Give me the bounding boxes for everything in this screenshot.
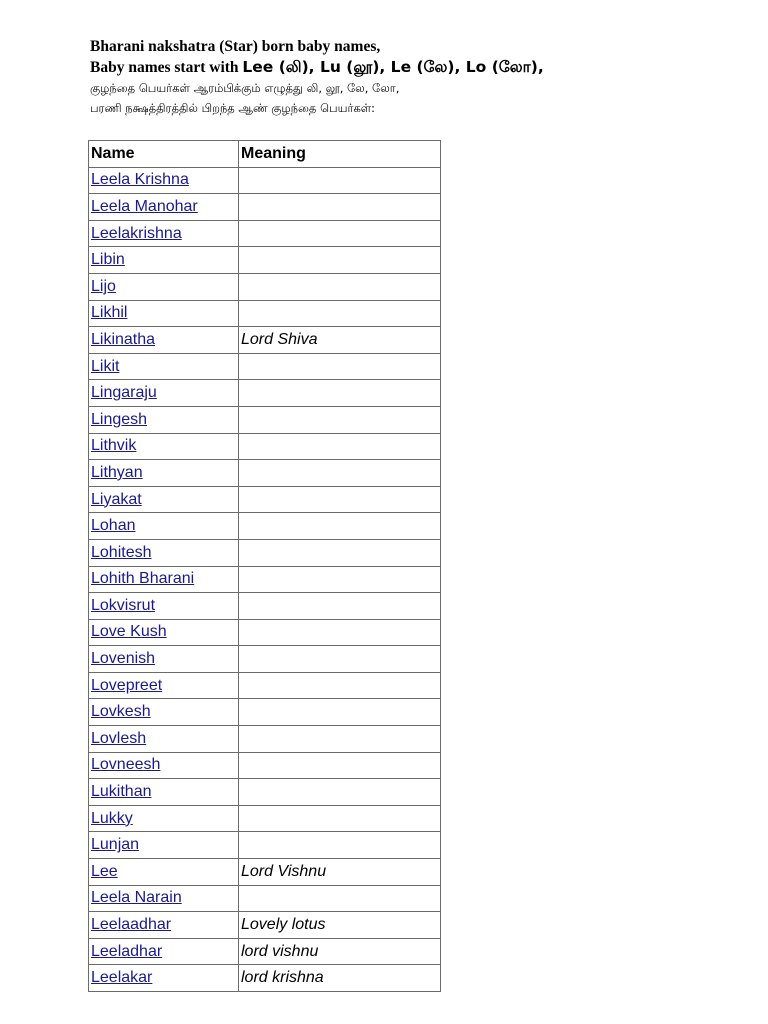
meaning-cell <box>239 194 441 221</box>
table-row <box>89 433 441 460</box>
meaning-cell <box>239 726 441 753</box>
name-link[interactable]: Lunjan <box>91 836 140 854</box>
name-link[interactable]: Lukky <box>91 809 133 827</box>
name-link[interactable]: Lokvisrut <box>91 596 156 614</box>
meaning-cell <box>239 566 441 593</box>
name-link[interactable]: Libin <box>91 251 125 269</box>
name-link[interactable]: Lovenish <box>91 650 156 668</box>
name-link[interactable]: Leeladhar <box>91 942 163 960</box>
name-cell <box>89 619 239 646</box>
name-link[interactable]: Love Kush <box>91 623 167 641</box>
meaning-cell: lord vishnu <box>239 938 441 965</box>
name-link[interactable]: Leela Narain <box>91 889 182 907</box>
name-cell <box>89 380 239 407</box>
table-row <box>89 380 441 407</box>
table-header-row <box>89 141 441 168</box>
meaning-cell <box>239 885 441 912</box>
table-row <box>89 406 441 433</box>
name-cell <box>89 912 239 939</box>
name-cell <box>89 752 239 779</box>
name-link[interactable]: Leela Krishna <box>91 171 189 189</box>
meaning-cell <box>239 805 441 832</box>
meaning-cell <box>239 486 441 513</box>
name-cell <box>89 433 239 460</box>
name-link[interactable]: Lovneesh <box>91 756 161 774</box>
baby-names-table <box>88 140 441 992</box>
name-link[interactable]: Lovepreet <box>91 676 163 694</box>
table-row <box>89 912 441 939</box>
table-row <box>89 460 441 487</box>
name-cell <box>89 672 239 699</box>
meaning-cell <box>239 353 441 380</box>
heading-syllables: Lee (லி), Lu (லூ), Le (லே), Lo (லோ), <box>242 58 544 76</box>
meaning-cell <box>239 619 441 646</box>
table-row <box>89 859 441 886</box>
table-row <box>89 805 441 832</box>
meaning-cell <box>239 406 441 433</box>
name-link[interactable]: Lukithan <box>91 783 152 801</box>
name-cell <box>89 406 239 433</box>
meaning-cell <box>239 167 441 194</box>
table-row <box>89 273 441 300</box>
name-cell <box>89 194 239 221</box>
table-row <box>89 752 441 779</box>
table-row <box>89 486 441 513</box>
table-row <box>89 832 441 859</box>
name-cell <box>89 539 239 566</box>
name-link[interactable]: Leelakar <box>91 969 153 987</box>
meaning-cell <box>239 672 441 699</box>
name-cell <box>89 646 239 673</box>
table-row <box>89 539 441 566</box>
table-body <box>89 167 441 991</box>
name-cell <box>89 167 239 194</box>
name-link[interactable]: Liyakat <box>91 490 142 508</box>
name-link[interactable]: Lovlesh <box>91 729 147 747</box>
name-link[interactable]: Lingaraju <box>91 384 157 402</box>
name-link[interactable]: Lithvik <box>91 437 137 455</box>
name-link[interactable]: Leelakrishna <box>91 224 182 242</box>
meaning-cell <box>239 513 441 540</box>
table-row <box>89 300 441 327</box>
name-cell <box>89 859 239 886</box>
meaning-cell <box>239 273 441 300</box>
table-row <box>89 885 441 912</box>
meaning-cell: Lovely lotus <box>239 912 441 939</box>
name-cell <box>89 832 239 859</box>
heading-subtitle-prefix: Baby names start with <box>90 59 243 76</box>
meaning-cell <box>239 433 441 460</box>
table-row <box>89 194 441 221</box>
table-row <box>89 593 441 620</box>
table-row <box>89 619 441 646</box>
name-cell <box>89 726 239 753</box>
table-row <box>89 247 441 274</box>
name-link[interactable]: Lijo <box>91 277 116 295</box>
name-link[interactable]: Likit <box>91 357 120 375</box>
table-row <box>89 513 441 540</box>
name-cell <box>89 486 239 513</box>
name-link[interactable]: Leela Manohar <box>91 197 198 215</box>
table-row <box>89 566 441 593</box>
name-link[interactable]: Lingesh <box>91 410 148 428</box>
table-row <box>89 167 441 194</box>
table-row <box>89 938 441 965</box>
meaning-cell <box>239 539 441 566</box>
meaning-cell <box>239 300 441 327</box>
meaning-cell <box>239 646 441 673</box>
name-cell <box>89 460 239 487</box>
name-cell <box>89 593 239 620</box>
name-link[interactable]: Likinatha <box>91 330 156 348</box>
heading-title: Bharani nakshatra (Star) born baby names, <box>90 38 381 55</box>
table-row <box>89 672 441 699</box>
table-row <box>89 327 441 354</box>
name-cell <box>89 885 239 912</box>
name-cell <box>89 247 239 274</box>
name-cell <box>89 699 239 726</box>
heading-subtitle <box>90 57 730 78</box>
table-row <box>89 646 441 673</box>
meaning-cell <box>239 752 441 779</box>
name-cell <box>89 965 239 992</box>
name-link[interactable]: Lithyan <box>91 463 143 481</box>
meaning-cell <box>239 699 441 726</box>
table-row <box>89 353 441 380</box>
meaning-cell <box>239 832 441 859</box>
name-link[interactable]: Likhil <box>91 304 128 322</box>
meaning-cell: lord krishna <box>239 965 441 992</box>
name-cell <box>89 220 239 247</box>
table-row <box>89 965 441 992</box>
page-heading <box>90 37 730 118</box>
heading-tamil-line-2: பரணி நக்ஷத்திரத்தில் பிறந்த ஆண் குழந்தை பெயர்கள்: <box>90 101 376 115</box>
name-cell <box>89 805 239 832</box>
name-cell <box>89 327 239 354</box>
name-cell <box>89 938 239 965</box>
column-header-meaning: Meaning <box>239 141 441 168</box>
name-link[interactable]: Lovkesh <box>91 703 151 721</box>
meaning-cell <box>239 779 441 806</box>
name-cell <box>89 513 239 540</box>
name-link[interactable]: Lohan <box>91 517 136 535</box>
meaning-cell <box>239 247 441 274</box>
meaning-cell: Lord Shiva <box>239 327 441 354</box>
name-cell <box>89 300 239 327</box>
meaning-cell <box>239 220 441 247</box>
name-cell <box>89 273 239 300</box>
name-cell <box>89 566 239 593</box>
name-link[interactable]: Leelaadhar <box>91 916 172 934</box>
meaning-cell <box>239 593 441 620</box>
column-header-name: Name <box>89 141 239 168</box>
heading-tamil-line-1: குழந்தை பெயர்கள் ஆரம்பிக்கும் எழுத்து லி, லூ, லே, லோ, <box>90 81 400 95</box>
table-row <box>89 779 441 806</box>
meaning-cell: Lord Vishnu <box>239 859 441 886</box>
table-row <box>89 699 441 726</box>
name-cell <box>89 353 239 380</box>
name-link[interactable]: Lohitesh <box>91 543 152 561</box>
name-cell <box>89 779 239 806</box>
table-row <box>89 726 441 753</box>
meaning-cell <box>239 380 441 407</box>
name-link[interactable]: Lohith Bharani <box>91 570 195 588</box>
meaning-cell <box>239 460 441 487</box>
table-row <box>89 220 441 247</box>
name-link[interactable]: Lee <box>91 862 118 880</box>
